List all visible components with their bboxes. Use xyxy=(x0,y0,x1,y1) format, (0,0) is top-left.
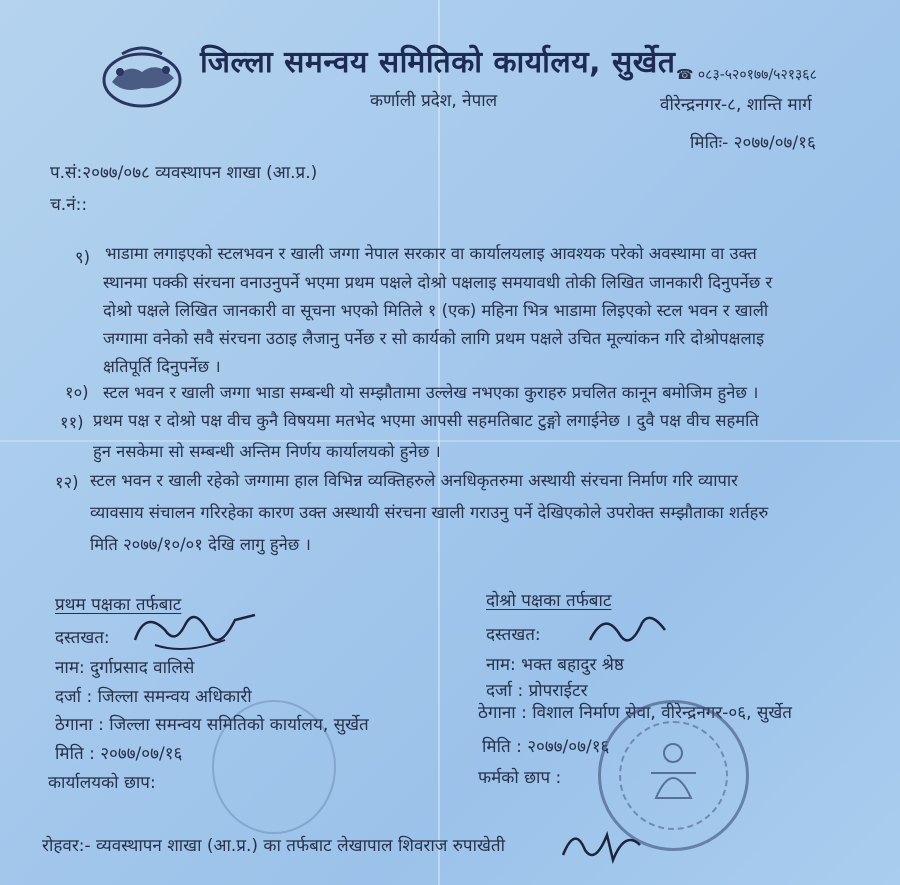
first-party-seal-label: कार्यालयको छाप: xyxy=(48,773,156,793)
clause-12-line-2: व्यावसाय संचालन गरिरहेका कारण उक्त अस्थायी संरचना खाली गराउनु पर्ने देखिएकोले उपरोक्त सम्झौताका शर्तहरु xyxy=(90,503,769,522)
witness-line: रोहवर:- व्यवस्थापन शाखा (आ.प्र.) का तर्फबाट लेखापाल शिवराज रुपाखेती xyxy=(42,836,505,856)
first-party-heading: प्रथम पक्षका तर्फबाट xyxy=(55,595,182,615)
clause-9-line-2: स्थानमा पक्की संरचना वनाउनुपर्ने भएमा प्रथम पक्षले दोश्रो पक्षलाइ समयावधी तोकी लिखित जानकारी दिनुपर्नेछ र xyxy=(103,273,773,292)
clause-12-line-3: मिति २०७७/१०/०१ देखि लागु हुनेछ । xyxy=(90,535,311,554)
office-address: वीरेन्द्रनगर-८, शान्ति मार्ग xyxy=(660,95,812,115)
second-party-signature xyxy=(580,605,680,655)
clause-12-line-1: स्टल भवन र खाली रहेको जग्गामा हाल विभिन्न व्यक्तिहरुले अनधिकृतरुमा अस्थायी संरचना निर्माण गरि व्यापार xyxy=(90,471,738,490)
clause-9-line-1: भाडामा लगाइएको स्टलभवन र खाली जग्गा नेपाल सरकार वा कार्यालयलाइ आवश्यक परेको अवस्थामा वा उक्त xyxy=(105,244,757,263)
office-title: जिल्ला समन्वय समितिको कार्यालय, सुर्खेत xyxy=(200,45,676,80)
clause-12-number: १२) xyxy=(55,473,79,492)
reference-number: प.सं:२०७७/०७८ व्यवस्थापन शाखा (आ.प्र.) xyxy=(50,163,318,183)
second-party-date: मिति : २०७७/०७/१६ xyxy=(482,737,610,757)
second-party-name: नाम: भक्त बहादुर श्रेष्ठ xyxy=(486,655,624,675)
clause-10-number: १०) xyxy=(65,383,89,402)
clause-11-line-1: प्रथम पक्ष र दोश्रो पक्ष वीच कुनै विषयमा मतभेद भएमा आपसी सहमतिबाट टुङ्गो लगाईनेछ । दुवै पक्ष वीच सहमति xyxy=(93,411,759,430)
clause-10-line-1: स्टल भवन र खाली जग्गा भाडा सम्बन्धी यो सम्झौतामा उल्लेख नभएका कुराहरु प्रचलित कानून बमोजिम हुनेछ । xyxy=(103,383,759,402)
dispatch-number: च.नं:: xyxy=(50,195,88,215)
deity-figure-icon xyxy=(646,738,701,808)
first-party-designation: दर्जा : जिल्ला समन्वय अधिकारी xyxy=(55,687,252,707)
first-party-signature xyxy=(125,600,265,660)
nepal-emblem-icon xyxy=(92,42,192,112)
phone-number: ☎ ०८३-५२०१७७/५२१३६८ xyxy=(676,67,817,83)
first-party-date: मिति : २०७७/०७/१६ xyxy=(55,744,183,764)
clause-11-number: ११) xyxy=(60,413,84,432)
second-party-signature-label: दस्तखत: xyxy=(486,625,541,645)
province-label: कर्णाली प्रदेश, नेपाल xyxy=(370,91,498,111)
clause-9-number: ९) xyxy=(75,248,91,267)
first-party-address: ठेगाना : जिल्ला समन्वय समितिको कार्यालय, सुर्खेत xyxy=(55,715,369,735)
second-party-heading: दोश्रो पक्षका तर्फबाट xyxy=(486,591,612,611)
first-party-signature-label: दस्तखत: xyxy=(55,628,110,648)
second-party-seal-label: फर्मको छाप : xyxy=(478,768,562,788)
clause-11-line-2: हुन नसकेमा सो सम्बन्धी अन्तिम निर्णय कार्यालयको हुनेछ । xyxy=(93,442,441,461)
second-party-designation: दर्जा : प्रोपराईटर xyxy=(486,681,588,701)
clause-9-line-3: दोश्रो पक्षले लिखित जानकारी वा सूचना भएको मितिले १ (एक) महिना भित्र भाडामा लिइएको स्टल भवन र खाली xyxy=(103,301,769,320)
witness-signature xyxy=(555,815,645,870)
office-seal-stamp xyxy=(212,700,336,834)
clause-9-line-4: जग्गामा वनेको सवै संरचना उठाइ लैजानु पर्नेछ र सो कार्यको लागि प्रथम पक्षले उचित मूल्यांकन गरि दोश्रोपक्षलाइ xyxy=(103,329,765,348)
first-party-name: नाम: दुर्गाप्रसाद वालिसे xyxy=(55,658,195,678)
second-party-address: ठेगाना : विशाल निर्माण सेवा, वीरेन्द्रनगर-०६, सुर्खेत xyxy=(478,703,792,723)
letter-date: मितिः- २०७७/०७/१६ xyxy=(690,133,816,153)
clause-9-line-5: क्षतिपूर्ति दिनुपर्नेछ । xyxy=(103,357,221,376)
